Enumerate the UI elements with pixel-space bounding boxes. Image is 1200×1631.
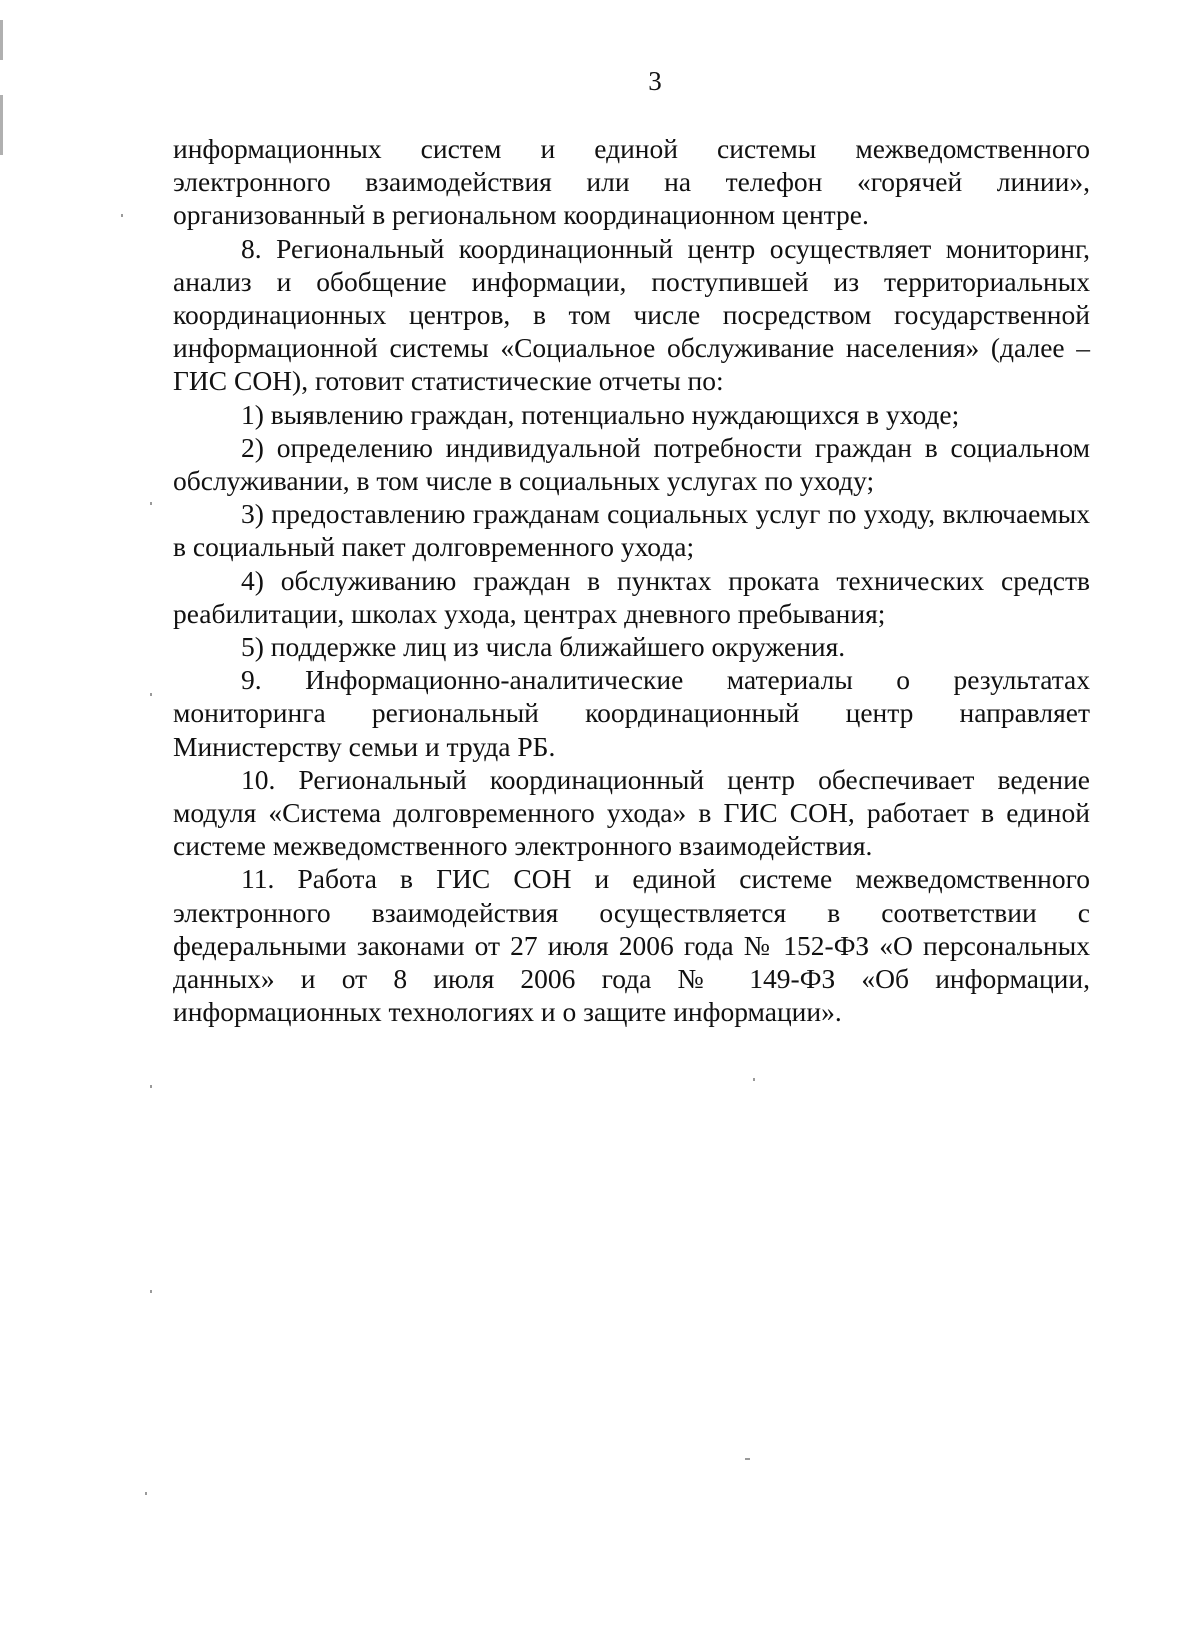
- scan-dust-mark: [150, 502, 152, 505]
- scan-dust-mark: [150, 1085, 152, 1088]
- scan-dust-mark: [121, 214, 123, 217]
- scan-dust-mark: [150, 693, 152, 696]
- paragraph-item-11: 11. Работа в ГИС СОН и единой системе межведомственного электронного взаимодействия осуществляется в соответствии с федеральными законами от 27 июля 2006 года № 152-ФЗ «О персональных данных» и от 8 июля 2006 года № 149-ФЗ «Об информации, информационных технологиях и о защите информации».: [173, 863, 1090, 1028]
- paragraph-item-10: 10. Региональный координационный центр обеспечивает ведение модуля «Система долговременного ухода» в ГИС СОН, работает в единой системе межведомственного электронного взаимодействия.: [173, 763, 1090, 862]
- scan-dust-mark: [753, 1078, 755, 1081]
- document-body: [173, 132, 1090, 1028]
- scan-edge-mark: [0, 95, 3, 155]
- list-item-3: 3) предоставлению гражданам социальных услуг по уходу, включаемых в социальный пакет долговременного ухода;: [173, 498, 1090, 563]
- list-item-5: 5) поддержке лиц из числа ближайшего окружения.: [241, 631, 846, 663]
- list-item-2: 2) определению индивидуальной потребности граждан в социальном обслуживании, в том числе в социальных услугах по уходу;: [173, 431, 1090, 497]
- page-number: 3: [648, 66, 662, 96]
- list-item-1: 1) выявлению граждан, потенциально нуждающихся в уходе;: [241, 398, 960, 430]
- scan-dust-mark: [150, 1290, 152, 1293]
- list-item-4: 4) обслуживанию граждан в пунктах проката технических средств реабилитации, школах ухода, центрах дневного пребывания;: [173, 564, 1090, 629]
- paragraph-item-9: 9. Информационно-аналитические материалы о результатах мониторинга региональный координационный центр направляет Министерству семьи и труда РБ.: [173, 664, 1090, 762]
- scan-dust-mark: [745, 1458, 750, 1460]
- scan-edge-mark: [0, 20, 3, 60]
- paragraph-item-8: 8. Региональный координационный центр осуществляет мониторинг, анализ и обобщение информации, поступившей из территориальных координационных центров, в том числе посредством государственной информационной системы «Социальное обслуживание населения» (далее – ГИС СОН), готовит статистические отчеты по:: [173, 232, 1090, 397]
- paragraph-continuation: информационных систем и единой системы межведомственного электронного взаимодействия или на телефон «горячей линии», организованный в региональном координационном центре.: [173, 133, 1090, 231]
- scan-dust-mark: [145, 1492, 147, 1495]
